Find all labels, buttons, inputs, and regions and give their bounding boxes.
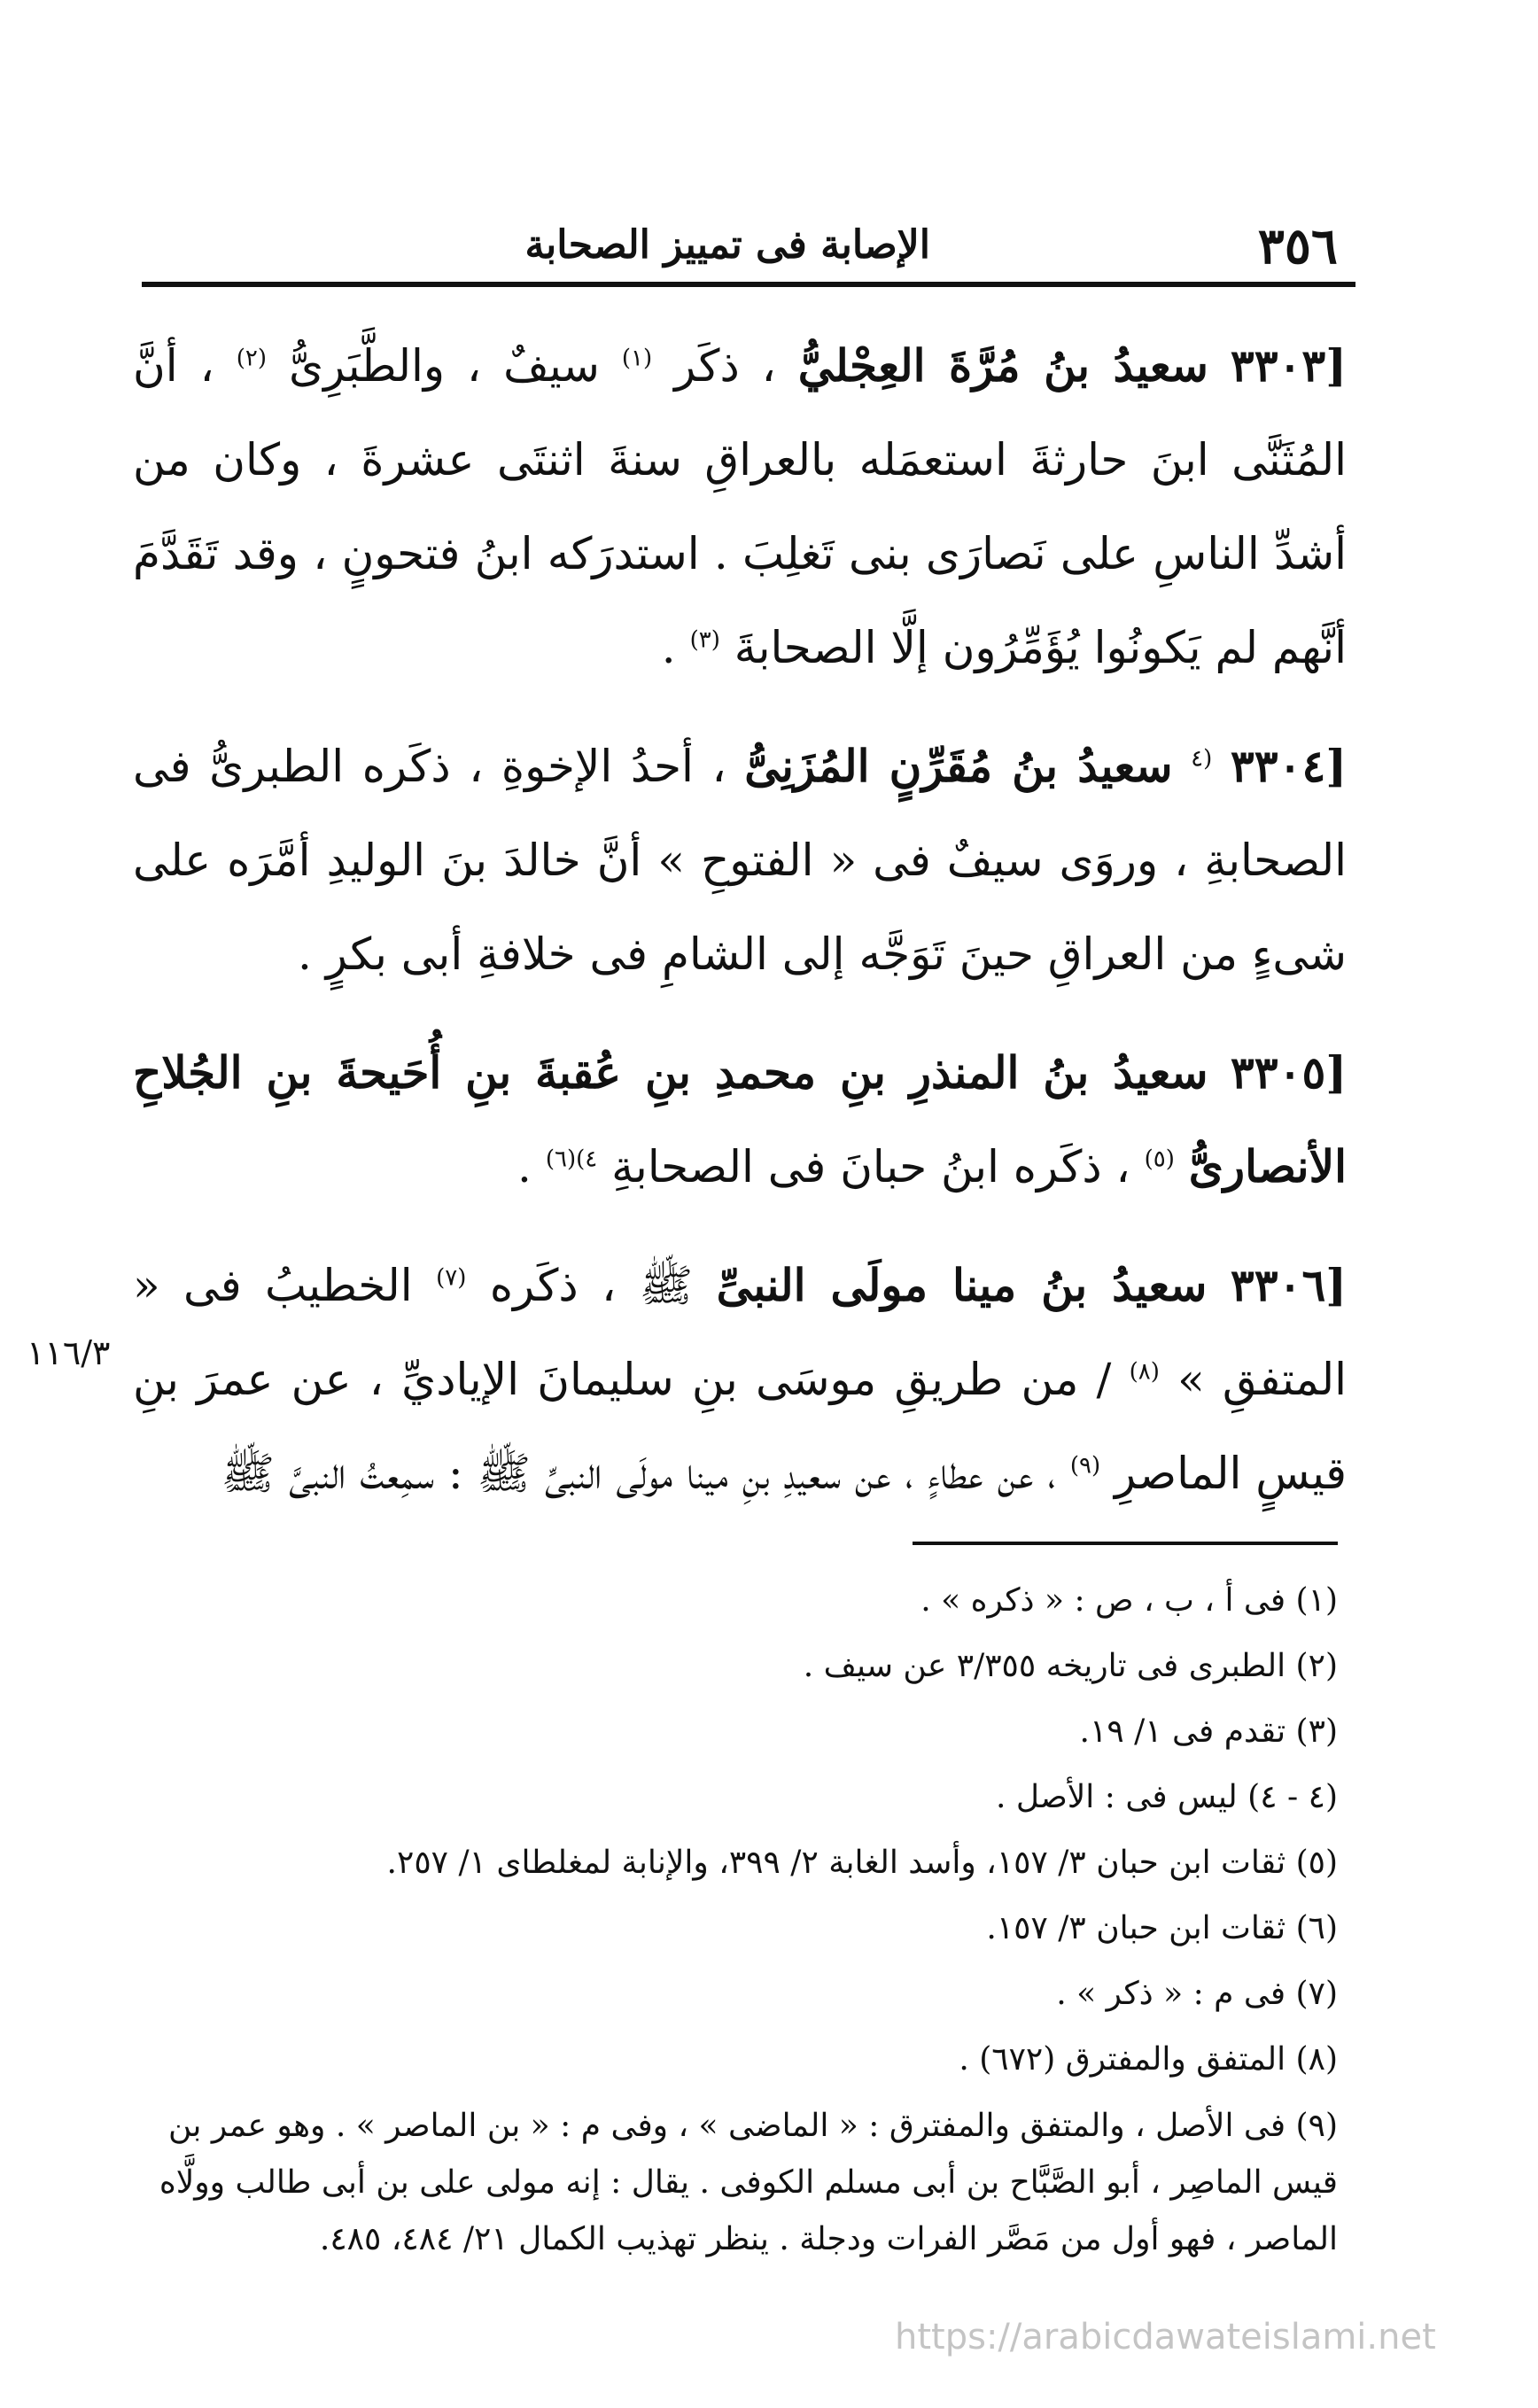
entry-text: سيفٌ ، والطَّبَرِىُّ	[288, 340, 600, 392]
entry-number: [٣٣٠٤	[1230, 740, 1347, 792]
footnote-6: (٦) ثقات ابن حبان ٣/ ١٥٧.	[986, 1910, 1338, 1946]
footnote-ref: (٥)	[1144, 1146, 1175, 1173]
entry-number: [٣٣٠٥	[1230, 1046, 1348, 1099]
footnote-9: (٩) فى الأصل ، والمتفق والمفترق : « الماضى » ، وفى م : « بن الماصر » . وهو عمر بن قيس الماصِر ، أبو الصَّبَّاح بن أبى مسلم الكوفى . يقال : إنه مولى على بن أبى طالب وولَّاه الماصر ، فهو أول من مَصَّر الفرات ودجلة . ينظر تهذيب الكمال ٢١/ ٤٨٤، ٤٨٥.	[159, 2108, 1338, 2257]
page-number: ٣٥٦	[1257, 217, 1338, 276]
footnote-4: (٤ - ٤) ليس فى : الأصل .	[996, 1779, 1338, 1815]
footnote-rule	[913, 1542, 1338, 1545]
margin-note: ١١٦/٣	[27, 1333, 111, 1372]
entry-text: ، أنَّ المُثَنَّى ابنَ حارثةَ استعمَله بالعراقِ سنةَ اثنتَى عشرةَ ، وكان من أشدِّ الناسِ على نَصارَى بنى تَغلِبَ . استدرَكه ابنُ فتحونٍ ، وقد تَقَدَّمَ أنَّهم لم يَكونُوا يُؤَمِّرُون إلَّا الصحابةَ	[133, 340, 1347, 673]
entry-text: ، عن عطاءٍ ، عن سعيدِ بنِ مينا مولَى النبىِّ ﷺ : سمِعتُ النبىَّ ﷺ	[221, 1448, 1056, 1499]
entry-text: / من طريقِ موسَى بنِ سليمانَ الإياديِّ ، عن عمرَ بنِ قيسٍ الماصرِ	[133, 1354, 1347, 1499]
footnote-ref: (٣)	[689, 626, 720, 654]
entry-text: ، ذكَره ابنُ حبانَ فى الصحابةِ	[611, 1141, 1130, 1192]
entry-text: الخطيبُ فى « المتفقِ »	[133, 1260, 1347, 1405]
footnote-ref: (٤	[1191, 745, 1213, 773]
entry-number: [٣٣٠٣	[1230, 339, 1347, 392]
footnote-3: (٣) تقدم فى ١/ ١٩.	[1079, 1713, 1338, 1750]
entry-text: .	[517, 1141, 532, 1192]
footnotes	[106, 1568, 1338, 2268]
footnote-8: (٨) المتفق والمفترق (٦٧٢) .	[959, 2041, 1338, 2078]
entry-name: سعيدُ بنُ المنذرِ بنِ محمدِ بنِ عُقبةَ بنِ أُحَيحةَ بنِ الجُلاحِ الأنصارىُّ	[133, 1046, 1347, 1192]
entry-3306	[133, 1239, 1347, 1520]
entry-name: سعيدُ بنُ مُرَّةَ العِجْليُّ	[797, 339, 1208, 392]
entry-text: .	[661, 622, 676, 673]
entry-3303	[133, 319, 1347, 695]
page-header	[142, 199, 1355, 279]
entry-text: ، ذكَر	[674, 340, 776, 392]
entry-name: سعيدُ بنُ مينا مولَى النبىِّ	[716, 1259, 1208, 1311]
entry-name: سعيدُ بنُ مُقَرِّنٍ المُزَنِىُّ	[744, 740, 1173, 792]
footnote-ref: (٩)	[1069, 1452, 1101, 1480]
footnote-5: (٥) ثقات ابن حبان ٣/ ١٥٧، وأسد الغابة ٢/ ٣٩٩، والإنابة لمغلطاى ١/ ٢٥٧.	[386, 1845, 1338, 1881]
main-text	[133, 319, 1347, 1545]
footnote-ref: ٤)(٦)	[545, 1146, 598, 1173]
entry-text: ﷺ ، ذكَره	[489, 1260, 694, 1311]
footnote-2: (٢) الطبرى فى تاريخه ٣/٣٥٥ عن سيف .	[803, 1648, 1338, 1684]
running-title: الإصابة فى تمييز الصحابة	[524, 222, 930, 268]
footnote-ref: (٧)	[436, 1264, 467, 1292]
watermark-url: https://arabicdawateislami.net	[895, 2317, 1436, 2358]
entry-text: ، أحدُ الإخوةِ ، ذكَره الطبرىُّ فى الصحابةِ ، وروَى سيفٌ فى « الفتوحِ » أنَّ خالدَ بنَ الوليدِ أمَّرَه على شىءٍ من العراقِ حينَ تَوَجَّه إلى الشامِ فى خلافةِ أبى بكرٍ .	[133, 741, 1347, 980]
footnote-ref: (٢)	[236, 345, 267, 372]
footnote-1: (١) فى أ ، ب ، ص : « ذكره » .	[920, 1582, 1338, 1619]
footnote-ref: (١)	[621, 345, 653, 372]
entry-number: [٣٣٠٦	[1230, 1259, 1347, 1311]
entry-3304	[133, 719, 1347, 1001]
entry-3305	[133, 1026, 1347, 1214]
footnote-7: (٧) فى م : « ذكر » .	[1056, 1976, 1338, 2012]
footnote-ref: (٨)	[1129, 1358, 1160, 1386]
header-rule	[142, 282, 1355, 287]
